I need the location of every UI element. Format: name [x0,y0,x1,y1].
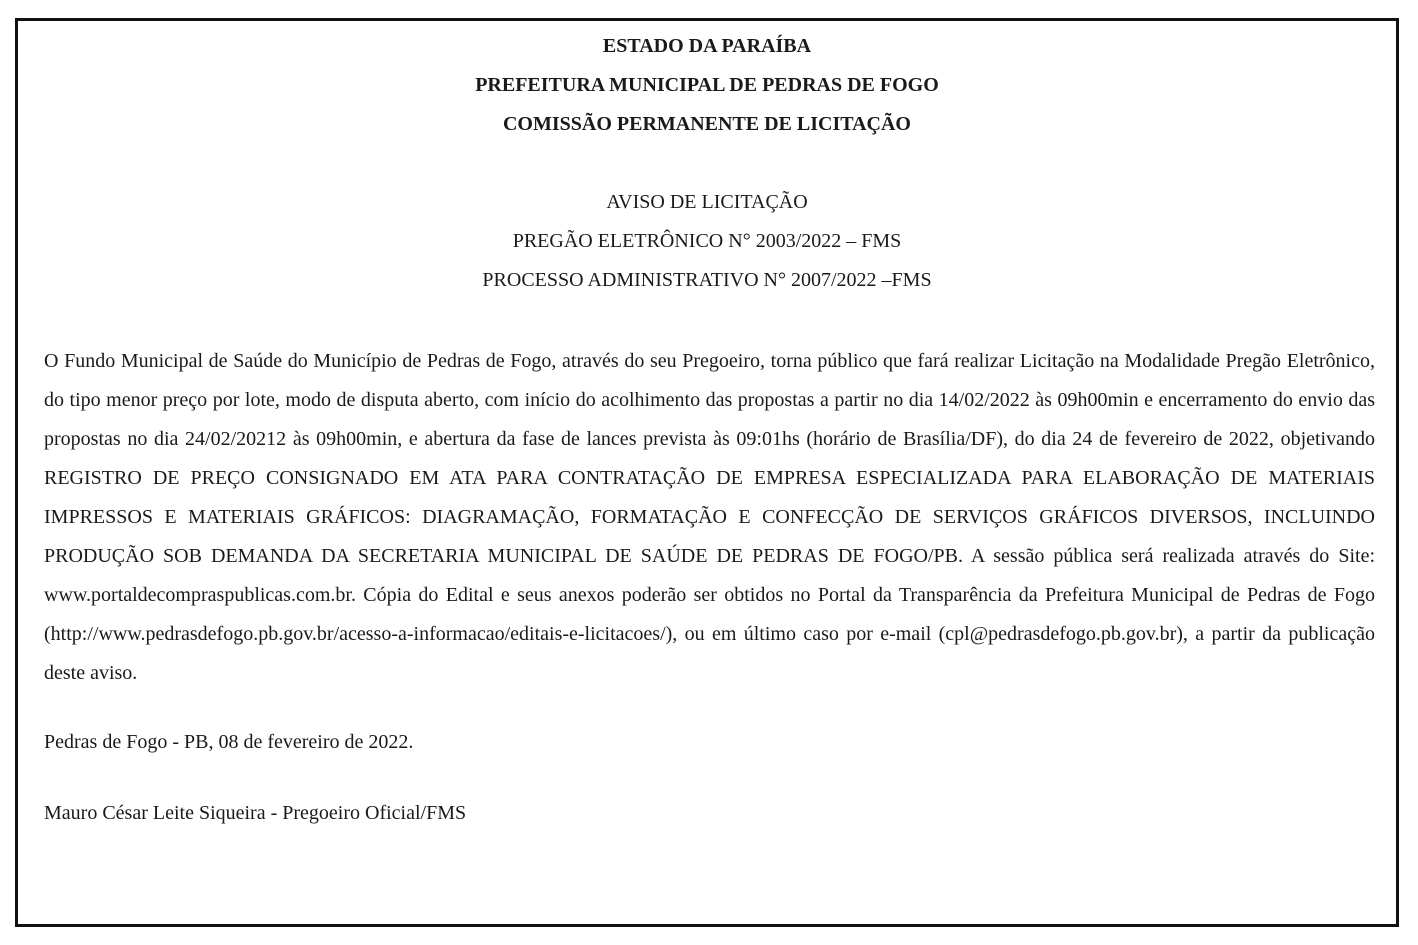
header-state: ESTADO DA PARAÍBA [602,35,812,57]
place-and-date: Pedras de Fogo - PB, 08 de fevereiro de 2022. [44,731,414,753]
notice-pregao-number: PREGÃO ELETRÔNICO N° 2003/2022 – FMS [512,230,902,252]
header-commission: COMISSÃO PERMANENTE DE LICITAÇÃO [502,113,911,135]
notice-body-paragraph: O Fundo Municipal de Saúde do Município de Pedras de Fogo, através do seu Pregoeiro, torna público que fará realizar Licitação na Modalidade Pregão Eletrônico, do tipo menor preço por lote, modo de disputa aberto, com início do acolhimento das propostas a partir no dia 14/02/2022 às 09h00min e encerramento do envio das propostas no dia 24/02/20212 às 09h00min, e abertura da fase de lances prevista às 09:01hs (horário de Brasília/DF), do dia 24 de fevereiro de 2022, objetivando REGISTRO DE PREÇO CONSIGNADO EM ATA PARA CONTRATAÇÃO DE EMPRESA ESPECIALIZADA PARA ELABORAÇÃO DE MATERIAIS IMPRESSOS E MATERIAIS GRÁFICOS: DIAGRAMAÇÃO, FORMATAÇÃO E CONFECÇÃO DE SERVIÇOS GRÁFICOS DIVERSOS, INCLUINDO PRODUÇÃO SOB DEMANDA DA SECRETARIA MUNICIPAL DE SAÚDE DE PEDRAS DE FOGO/PB. A sessão pública será realizada através do Site: www.portaldecompraspublicas.com.br. Cópia do Edital e seus anexos poderão ser obtidos no Portal da Transparência da Prefeitura Municipal de Pedras de Fogo (http://www.pedrasdefogo.pb.gov.br/acesso-a-informacao/editais-e-licitacoes/), ou em último caso por e-mail (cpl@pedrasdefogo.pb.gov.br), a partir da publicação deste aviso. [44,350,1375,684]
header-prefecture: PREFEITURA MUNICIPAL DE PEDRAS DE FOGO [475,74,939,96]
notice-frame [15,18,1399,927]
notice-title: AVISO DE LICITAÇÃO [606,191,808,213]
notice-process-number: PROCESSO ADMINISTRATIVO N° 2007/2022 –FMS [482,269,932,291]
signature-line: Mauro César Leite Siqueira - Pregoeiro Oficial/FMS [44,802,467,824]
